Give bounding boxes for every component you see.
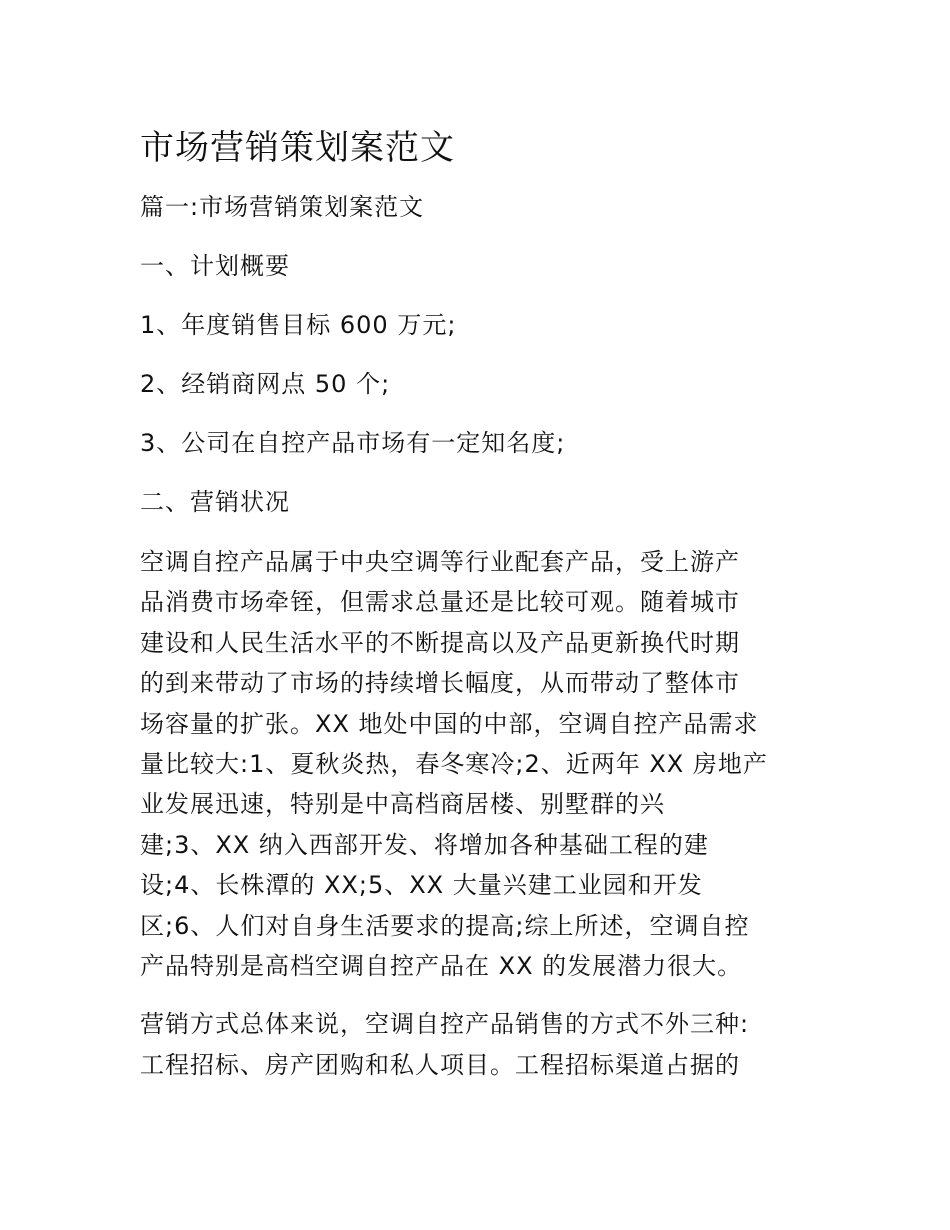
paragraph-line: 建;3、XX 纳入西部开发、将增加各种基础工程的建: [140, 830, 709, 859]
paragraph-line: 的到来带动了市场的持续增长幅度，从而带动了整体市: [140, 669, 740, 698]
paragraph-line: 业发展迅速，特别是中高档商居楼、别墅群的兴: [140, 790, 665, 819]
paragraph-line: 建设和人民生活水平的不断提高以及产品更新换代时期: [140, 628, 740, 657]
paragraph-line: 营销方式总体来说，空调自控产品销售的方式不外三种:: [140, 1010, 750, 1039]
paragraph-line: 工程招标、房产团购和私人项目。工程招标渠道占据的: [140, 1050, 740, 1079]
section-heading-plan-summary: 一、计划概要: [140, 252, 290, 280]
plan-item-brand-awareness: 3、公司在自控产品市场有一定知名度;: [140, 429, 566, 457]
paragraph-line: 场容量的扩张。XX 地处中国的中部，空调自控产品需求: [140, 709, 759, 738]
document-body: [140, 122, 810, 1103]
plan-item-sales-target: 1、年度销售目标 600 万元;: [140, 311, 457, 339]
document-title: 市场营销策划案范文: [140, 128, 455, 168]
section-heading-marketing-status: 二、营销状况: [140, 488, 290, 516]
paragraph-line: 设;4、长株潭的 XX;5、XX 大量兴建工业园和开发: [140, 871, 703, 900]
paragraph-line: 量比较大:1、夏秋炎热，春冬寒冷;2、近两年 XX 房地产: [140, 750, 768, 779]
plan-item-dealer-outlets: 2、经销商网点 50 个;: [140, 370, 391, 398]
paragraph-market-overview: [140, 542, 810, 986]
document-subtitle: 篇一:市场营销策划案范文: [140, 193, 425, 221]
paragraph-line: 区;6、人们对自身生活要求的提高;综上所述，空调自控: [140, 911, 750, 940]
paragraph-sales-methods: [140, 1004, 810, 1085]
paragraph-line: 品消费市场牵铚，但需求总量还是比较可观。随着城市: [140, 588, 740, 617]
paragraph-line: 空调自控产品属于中央空调等行业配套产品，受上游产: [140, 548, 740, 576]
paragraph-line: 产品特别是高档空调自控产品在 XX 的发展潜力很大。: [140, 952, 743, 981]
